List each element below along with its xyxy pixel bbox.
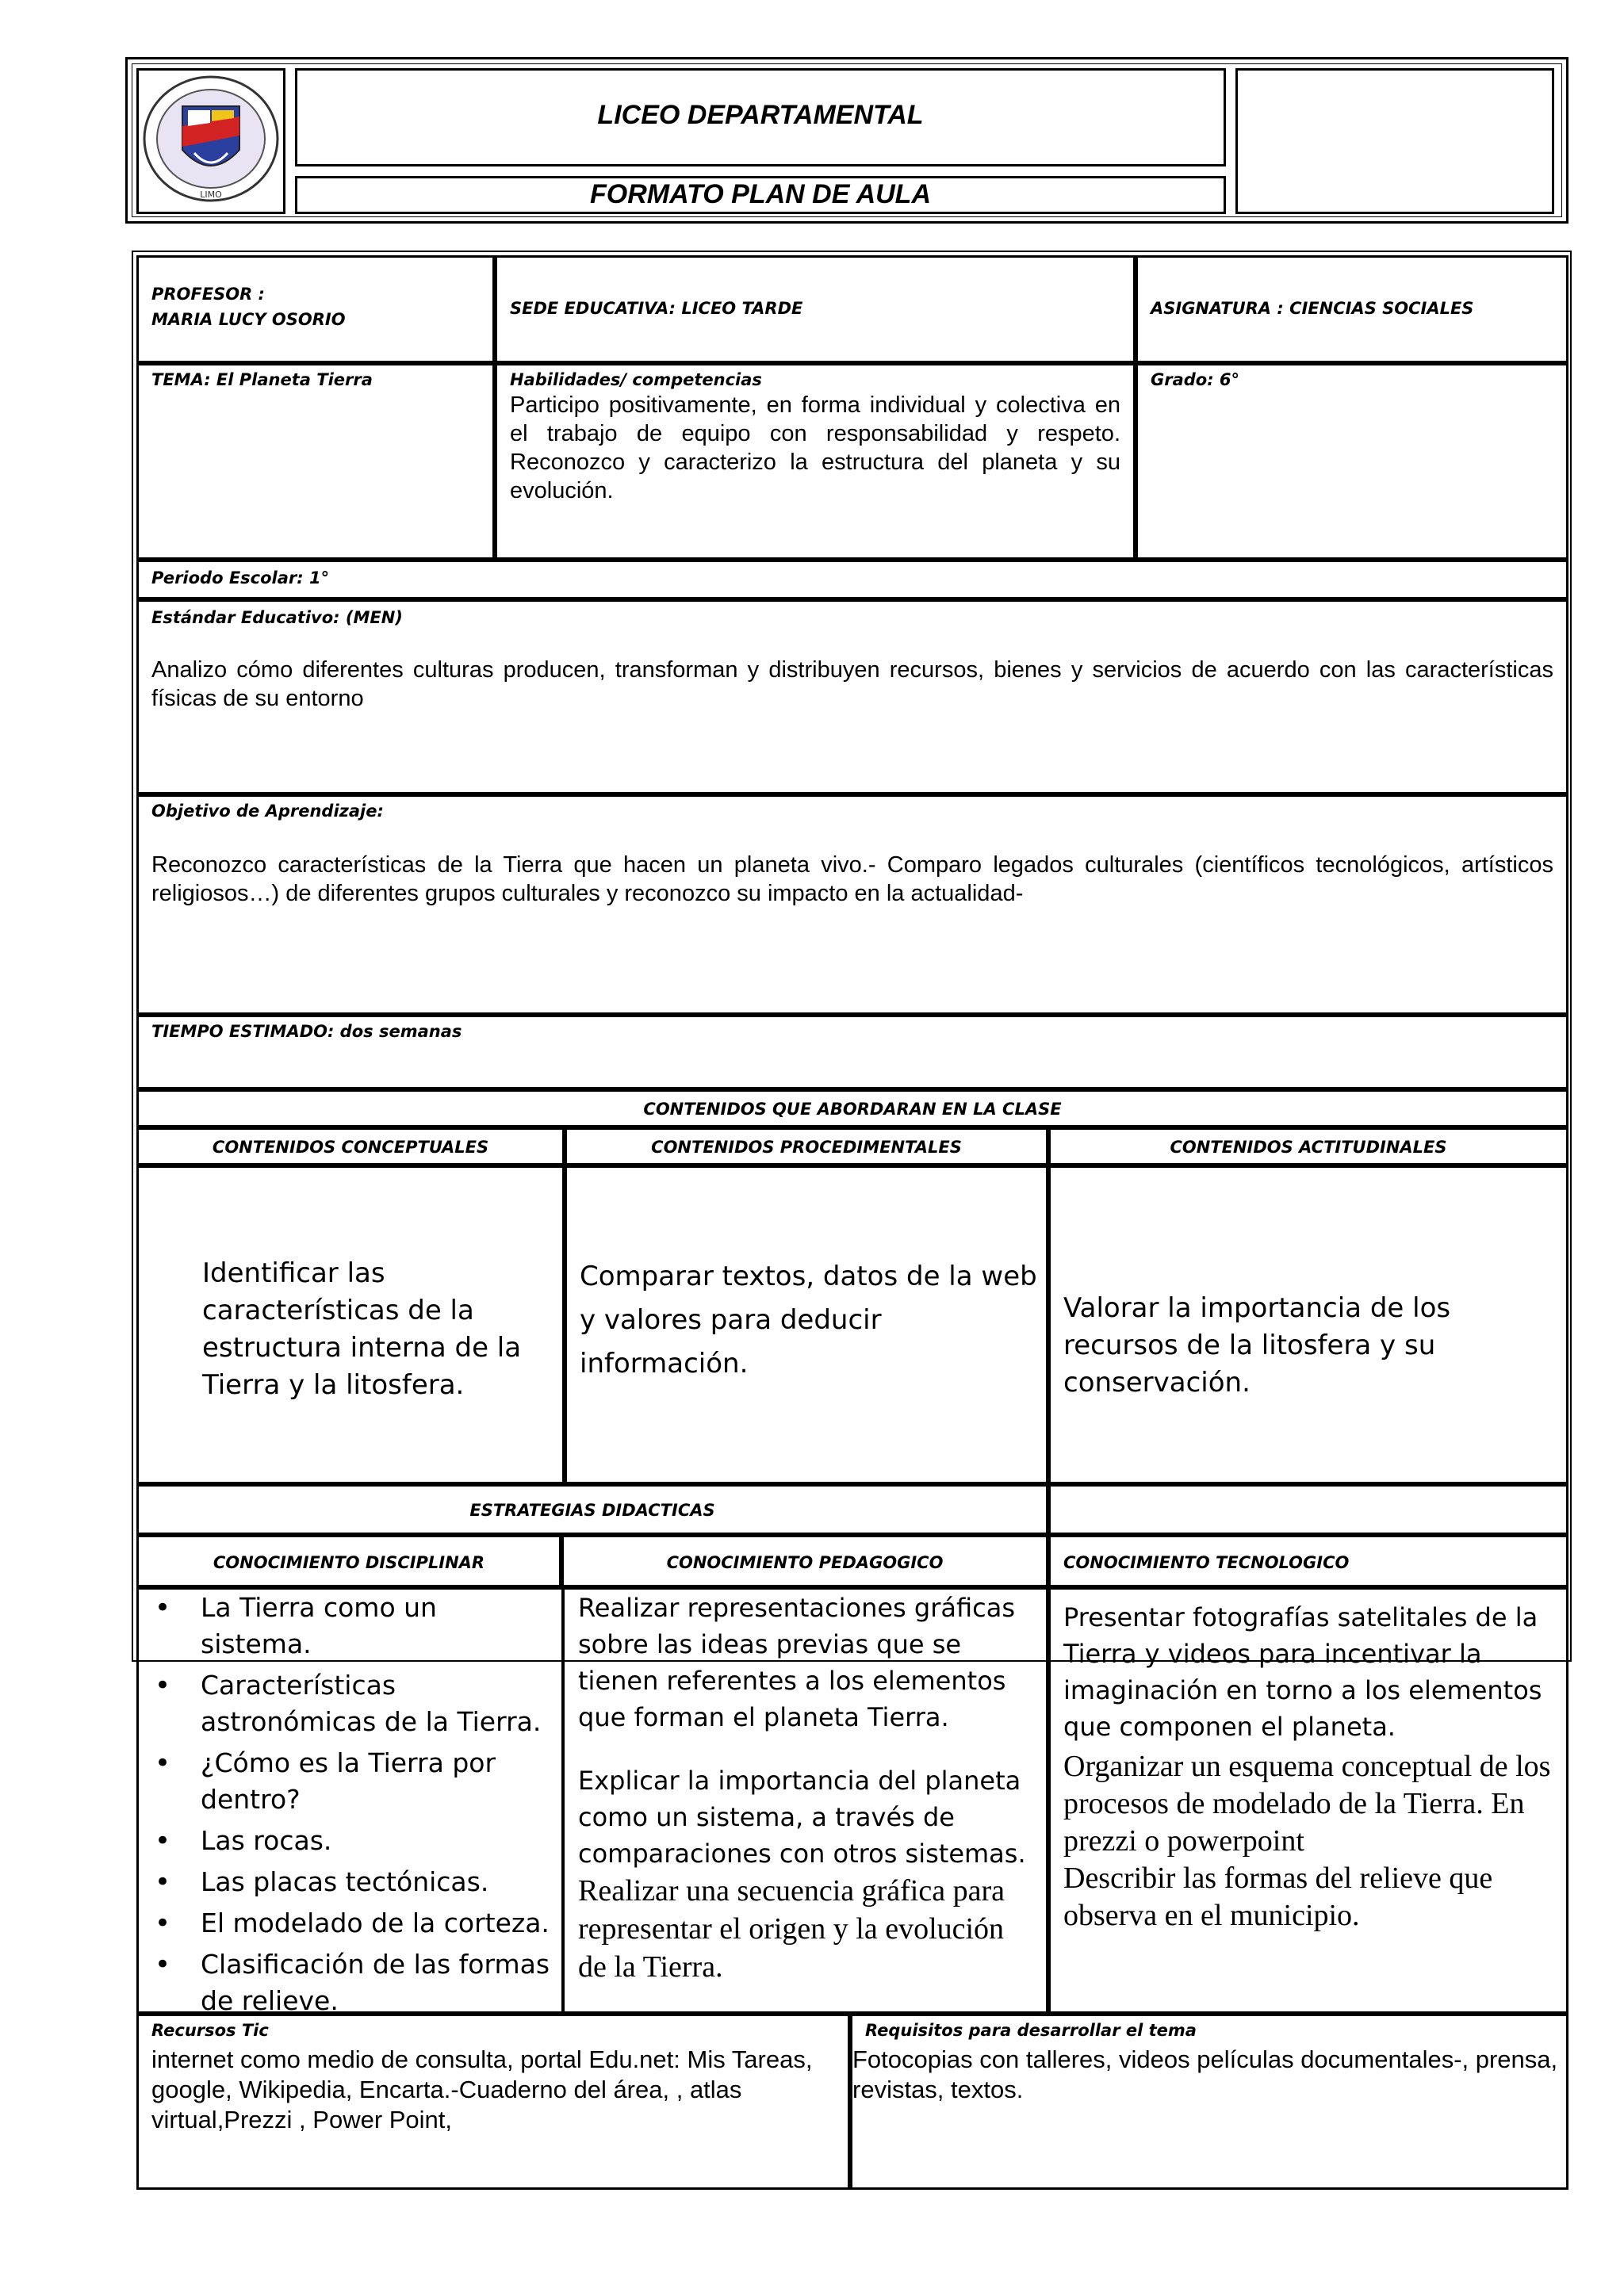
school-crest-logo [139,71,283,212]
contenidos-col1-cell [136,1165,565,1484]
habilidades-label: Habilidades/ competencias [510,370,762,389]
contenidos-col3-cell [1048,1165,1568,1484]
list-item: • ¿Cómo es la Tierra por dentro? [139,1745,551,1818]
list-item: • Las placas tectónicas. [139,1864,551,1900]
list-item: • La Tierra como un sistema. [139,1590,551,1663]
tecnologico-cell [1048,1587,1568,2014]
tema-label: TEMA: El Planeta Tierra [151,370,373,389]
contenidos-conceptuales-text: Identificar las características de la estructura interna de la Tierra y la litosfera. [202,1257,522,1401]
habilidades-text: Participo positivamente, en forma individual y colectiva en el trabajo de equipo con responsabilidad y respeto. Reconozco y caracterizo la estructura del planeta y su evolución. [510,392,1120,503]
contenidos-actitudinales-text: Valorar la importancia de los recursos de la litosfera y su conservación. [1063,1292,1451,1399]
objetivo-text: Reconozco características de la Tierra que hacen un planeta vivo.- Comparo legados culturales (científicos tecnológicos, artísticos religiosos…) de diferentes grupos culturales y reconozco su impacto en la actualidad- [151,852,1553,906]
contenidos-col2-header-cell [565,1127,1048,1165]
conocimiento-disciplinar-header: CONOCIMIENTO DISCIPLINAR [213,1553,485,1572]
habilidades-cell [495,363,1136,560]
contenidos-actitudinales-header: CONTENIDOS ACTITUDINALES [1170,1138,1447,1157]
profesor-name: MARIA LUCY OSORIO [151,310,346,329]
contenidos-procedimentales-header: CONTENIDOS PROCEDIMENTALES [651,1138,962,1157]
requisitos-label: Requisitos para desarrollar el tema [865,2021,1197,2040]
list-item: • Características astronómicas de la Tierra. [139,1667,551,1740]
contenidos-col3-header-cell [1048,1127,1568,1165]
disciplinar-cell [136,1587,565,2014]
estandar-text: Analizo cómo diferentes culturas producen, transforman y distribuyen recursos, bienes y servicios de acuerdo con las características físicas de su entorno [151,657,1553,711]
sede-label: SEDE EDUCATIVA: LICEO TARDE [510,299,803,318]
estrategias-heading-cell [136,1484,1048,1535]
recursos-tic-text: internet como medio de consulta, portal Edu.net: Mis Tareas, google, Wikipedia, Encarta.-Cuaderno del área, , atlas virtual,Prezzi , Power Point, [151,2045,813,2133]
pedagogico-text-3: Realizar una secuencia gráfica para representar el origen y la evolución de la Tierra. [578,1874,1005,1984]
tecnologico-text-1: Presentar fotografías satelitales de la Tierra y videos para incentivar la imaginación en torno a los elementos que componen el planeta. [1063,1602,1542,1742]
disciplinar-list [139,1590,551,2024]
recursos-tic-label: Recursos Tic [151,2021,269,2040]
asignatura-cell [1136,255,1568,363]
tecnologico-text-2: Organizar un esquema conceptual de los procesos de modelado de la Tierra. En prezzi o powerpoint [1063,1750,1551,1858]
conocimiento-pedagogico-header: CONOCIMIENTO PEDAGOGICO [666,1553,944,1572]
contenidos-col1-header-cell [136,1127,565,1165]
contenidos-col2-cell [565,1165,1048,1484]
tiempo-cell [136,1015,1568,1089]
tiempo-label: TIEMPO ESTIMADO: dos semanas [151,1022,462,1041]
list-item: • El modelado de la corteza. [139,1905,551,1942]
logo-box [136,68,285,214]
recursos-tic-cell [136,2014,850,2190]
contenidos-heading: CONTENIDOS QUE ABORDARAN EN LA CLASE [643,1100,1062,1119]
profesor-label: PROFESOR : [151,285,265,304]
tema-cell [136,363,495,560]
pedagogico-text-1: Realizar representaciones gráficas sobre las ideas previas que se tienen referentes a los elementos que forman el planeta Tierra. [578,1593,1015,1732]
contenidos-heading-cell [136,1089,1568,1127]
grado-cell [1136,363,1568,560]
estrategias-col3-header-cell [1048,1535,1568,1587]
contenidos-conceptuales-header: CONTENIDOS CONCEPTUALES [212,1138,489,1157]
periodo-cell [136,560,1568,599]
page-title: LICEO DEPARTAMENTAL [597,100,924,130]
pedagogico-cell [561,1587,1048,2014]
asignatura-label: ASIGNATURA : CIENCIAS SOCIALES [1151,299,1474,318]
requisitos-text: Fotocopias con talleres, videos películas documentales-, prensa, revistas, textos. [852,2045,1558,2103]
estrategias-col2-header-cell [561,1535,1048,1587]
list-item: • Clasificación de las formas de relieve. [139,1946,551,2019]
grado-label: Grado: 6° [1151,370,1240,389]
header-right-box [1235,68,1554,214]
profesor-cell [136,255,495,363]
page-subtitle: FORMATO PLAN DE AULA [589,179,931,209]
requisitos-cell [850,2014,1568,2190]
svg-text:LIMO: LIMO [200,189,222,200]
estandar-label: Estándar Educativo: (MEN) [151,608,403,627]
periodo-label: Periodo Escolar: 1° [151,568,330,587]
estrategias-col1-header-cell [136,1535,561,1587]
estrategias-heading: ESTRATEGIAS DIDACTICAS [469,1501,715,1520]
tecnologico-text-3: Describir las formas del relieve que observa en el municipio. [1063,1862,1493,1932]
conocimiento-tecnologico-header: CONOCIMIENTO TECNOLOGICO [1063,1553,1350,1572]
objetivo-label: Objetivo de Aprendizaje: [151,802,384,821]
objetivo-cell [136,794,1568,1015]
sede-cell [495,255,1136,363]
estandar-cell [136,599,1568,794]
contenidos-procedimentales-text: Comparar textos, datos de la web y valores para deducir información. [580,1261,1037,1380]
estrategias-heading-empty [1048,1484,1568,1535]
list-item: • Las rocas. [139,1823,551,1859]
pedagogico-text-2: Explicar la importancia del planeta como un sistema, a través de comparaciones con otros sistemas. [578,1766,1026,1869]
